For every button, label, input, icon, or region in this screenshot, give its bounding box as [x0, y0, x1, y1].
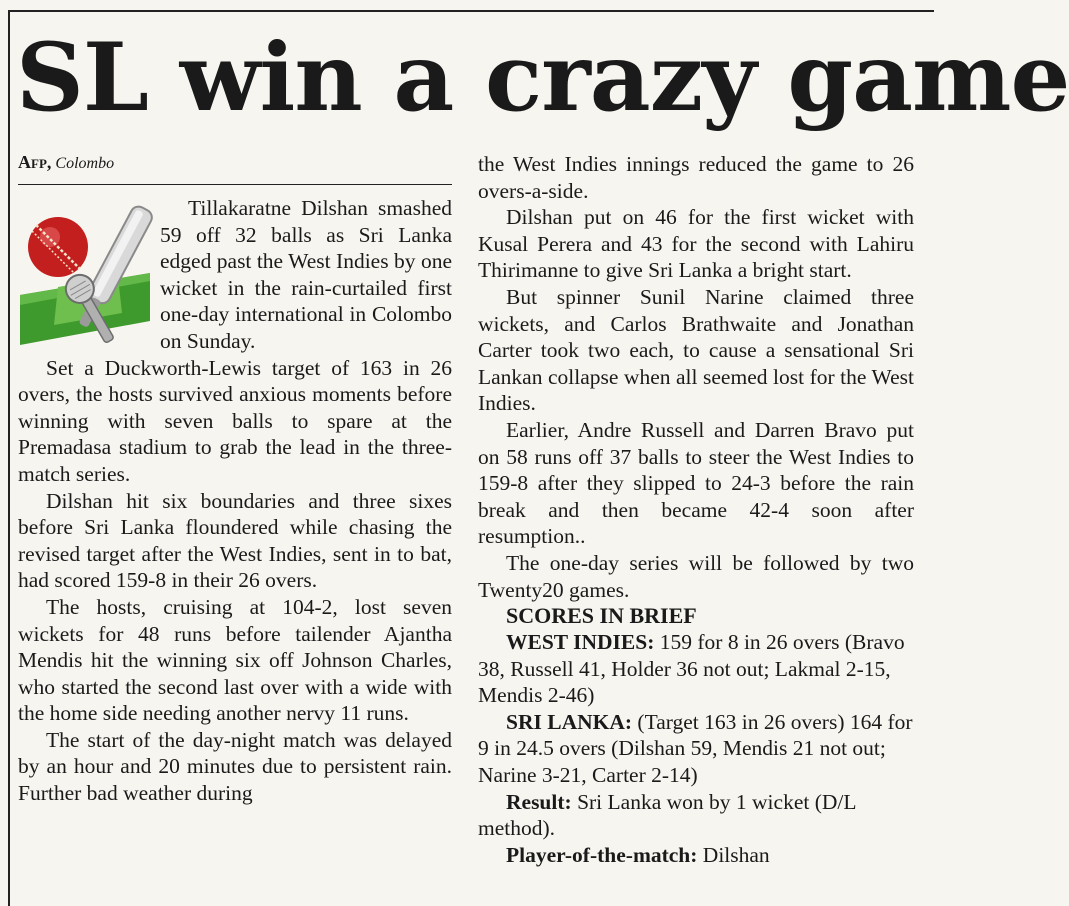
paragraph-9: Earlier, Andre Russell and Darren Bravo put on 58 runs off 37 balls to steer the West Indies to 159-8 after they slipped to 24-3 before the rain break and then became 42-4 soon after resumption.. — [478, 417, 914, 549]
paragraph-8: But spinner Sunil Narine claimed three wickets, and Carlos Brathwaite and Jonathan Carter took two each, to cause a sensational Sri Lankan collapse when all seemed lost for the West Indies. — [478, 284, 914, 416]
scores-heading: SCORES IN BRIEF — [506, 603, 697, 629]
score-player-of-match — [478, 842, 914, 869]
score-result-value: Sri Lanka won by 1 wicket (D/L method). — [478, 789, 856, 841]
byline-agency: Afp, — [18, 152, 52, 172]
left-column — [18, 150, 452, 807]
score-potm-value: Dilshan — [697, 842, 770, 867]
paragraph-6: the West Indies innings reduced the game to 26 overs-a-side. — [478, 152, 914, 203]
score-potm-label: Player-of-the-match: — [506, 842, 698, 867]
cricket-ball-bat-microphone-icon — [18, 195, 152, 349]
score-west-indies — [478, 629, 914, 709]
top-rule — [8, 10, 934, 12]
right-column — [478, 151, 914, 868]
paragraph-5: The start of the day-night match was delayed by an hour and 20 minutes due to persistent rain. Further bad weather during — [18, 727, 452, 806]
paragraph-7: Dilshan put on 46 for the first wicket with Kusal Perera and 43 for the second with Lahiru Thirimanne to give Sri Lanka a bright start. — [478, 205, 914, 283]
score-result — [478, 789, 914, 842]
headline: SL win a crazy game — [16, 23, 1069, 133]
left-rule — [8, 10, 10, 906]
intro-paragraph: Tillakaratne Dilshan smashed 59 off 32 balls as Sri Lanka edged past the West Indies by one wicket in the rain-curtailed first one-day international in Colombo on Sunday. — [160, 196, 452, 353]
score-west-indies-label: WEST INDIES: — [506, 630, 655, 655]
paragraph-10: The one-day series will be followed by two Twenty20 games. — [478, 550, 914, 602]
score-result-label: Result: — [506, 789, 572, 814]
score-sri-lanka — [478, 709, 914, 789]
paragraph-4: The hosts, cruising at 104-2, lost seven wickets for 48 runs before tailender Ajantha Mendis hit the winning six off Johnson Charles, who started the second last over with a wide with the home side needing another nervy 11 runs. — [18, 594, 452, 726]
score-west-indies-value: 159 for 8 in 26 overs (Bravo 38, Russell 41, Holder 36 not out; Lakmal 2-15, Mendis 2-46) — [478, 630, 905, 708]
intro-block — [18, 195, 452, 355]
paragraph-3: Dilshan hit six boundaries and three sixes before Sri Lanka floundered while chasing the revised target after the West Indies, sent in to bat, had scored 159-8 in their 26 overs. — [18, 488, 452, 593]
byline — [18, 150, 452, 185]
paragraph-2: Set a Duckworth-Lewis target of 163 in 26 overs, the hosts survived anxious moments before winning with seven balls to spare at the Premadasa stadium to grab the lead in the three-match series. — [18, 355, 452, 486]
score-sri-lanka-value: (Target 163 in 26 overs) 164 for 9 in 24.5 overs (Dilshan 59, Mendis 21 not out; Narine 3-21, Carter 2-14) — [478, 709, 913, 788]
byline-place: Colombo — [55, 155, 115, 172]
score-sri-lanka-label: SRI LANKA: — [506, 709, 633, 734]
